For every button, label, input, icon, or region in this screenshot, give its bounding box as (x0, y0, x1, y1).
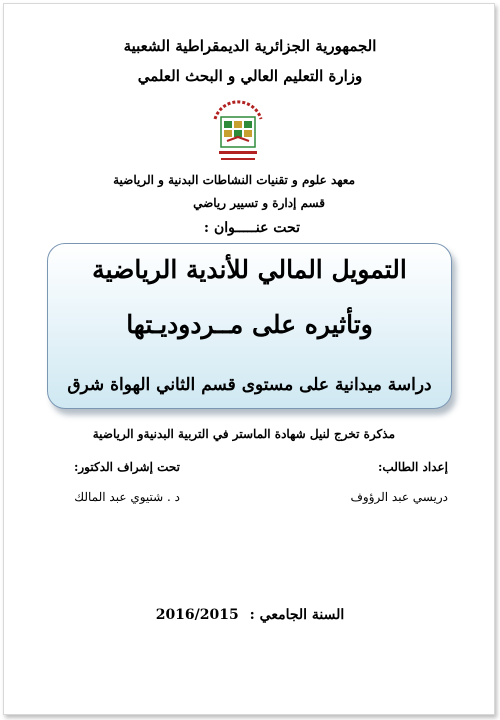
institute-name: معهد علوم و تقنيات النشاطات البدنية و الرياضية (113, 173, 355, 187)
student-name: دريسي عبد الرؤوف (350, 490, 448, 504)
academic-year (0, 607, 500, 623)
university-logo (207, 97, 269, 167)
ministry-heading: وزارة التعليم العالي و البحث العلمي (137, 67, 363, 85)
thesis-title-line-2: وتأثيره على مــردوديـتها (126, 310, 373, 339)
department-name: قسم إدارة و تسيير رياضي (193, 196, 325, 210)
republic-heading: الجمهورية الجزائرية الديمقراطية الشعبية (123, 37, 377, 55)
under-title-label: تحت عنـــــوان : (203, 220, 300, 236)
memoir-description: مذكرة تخرج لنيل شهادة الماستر في التربية البدنيةو الرياضية (92, 427, 395, 441)
academic-year-label: السنة الجامعي : (249, 607, 345, 623)
thesis-subtitle: دراسة ميدانية على مستوى قسم الثاني الهواة شرق (67, 375, 432, 395)
supervisor-label: تحت إشراف الدكتور: (73, 460, 180, 474)
academic-year-value: 2016/2015 (155, 607, 239, 623)
supervisor-name: د . شتيوي عبد المالك (74, 490, 180, 504)
prepared-by-label: إعداد الطالب: (377, 460, 448, 474)
thesis-title-line-1: التمويل المالي للأندية الرياضية (92, 255, 407, 284)
